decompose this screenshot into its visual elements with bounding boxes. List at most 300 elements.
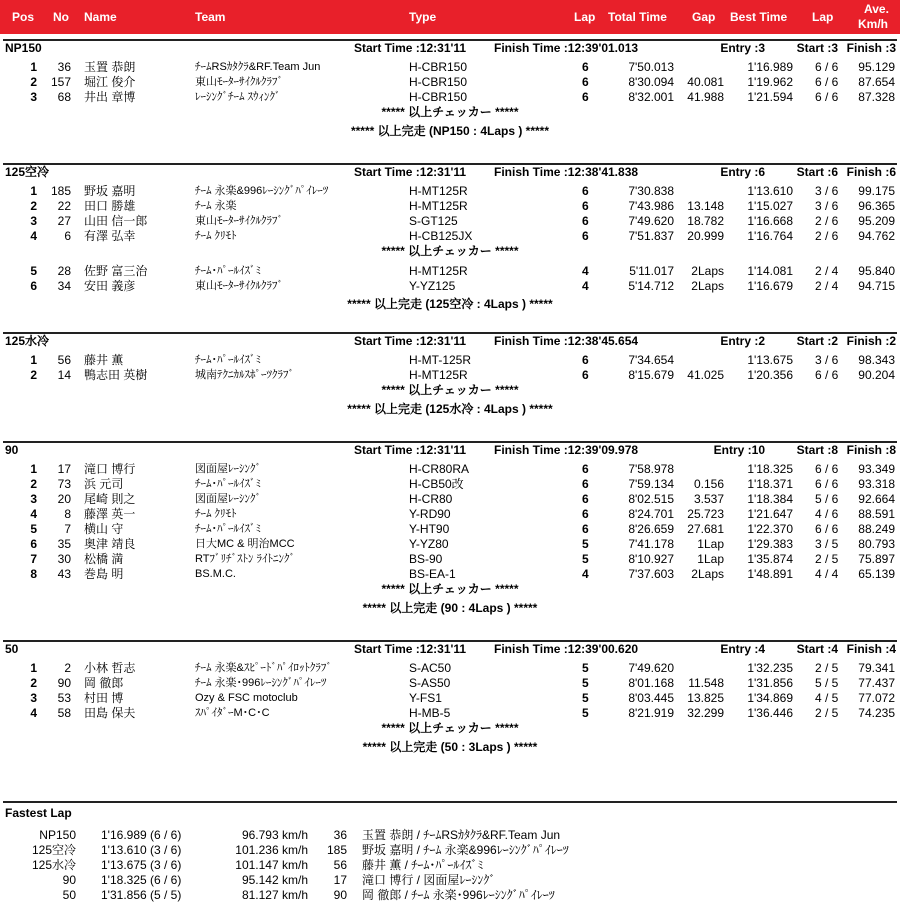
result-best-time: 1'31.856: [747, 676, 793, 690]
result-laps: 4: [582, 264, 589, 278]
fastest-lap-rider: 岡 徹郎 / ﾁｰﾑ 永楽･996ﾚｰｼﾝｸﾞﾊﾟｲﾚｰﾂ: [362, 888, 555, 902]
fastest-lap-speed: 96.793 km/h: [241, 828, 308, 842]
section-class-name: NP150: [5, 41, 42, 55]
result-rider-name: 松橋 満: [84, 552, 124, 566]
result-total-time: 8'32.001: [628, 90, 674, 104]
result-number: 2: [64, 661, 71, 675]
result-team: ﾁｰﾑ･ﾊﾟｰﾙｲｽﾞﾐ: [195, 354, 261, 366]
result-row: [0, 552, 900, 567]
result-row: [0, 214, 900, 229]
section-entry: Entry :4: [720, 642, 765, 656]
section-class-name: 50: [5, 642, 19, 656]
result-total-time: 8'03.445: [628, 691, 674, 705]
section-start-time: Start Time :12:31'11: [354, 443, 467, 457]
result-row: [0, 462, 900, 477]
result-machine-type: H-MT125R: [409, 368, 468, 382]
fastest-lap-rider: 藤井 薫 / ﾁｰﾑ･ﾊﾟｰﾙｲｽﾞﾐ: [362, 858, 484, 872]
section-header: [0, 40, 900, 56]
result-machine-type: Y-RD90: [409, 507, 451, 521]
result-pos: 1: [30, 661, 37, 675]
result-rider-name: 井出 章博: [84, 90, 136, 104]
result-rider-name: 奥津 靖良: [84, 537, 136, 551]
result-laps: 6: [582, 199, 589, 213]
result-pos: 2: [30, 477, 37, 491]
result-total-time: 8'15.679: [628, 368, 674, 382]
result-best-time: 1'35.874: [747, 552, 793, 566]
section-finish-time: Finish Time :12:39'09.978: [494, 443, 639, 457]
section-finish-time: Finish Time :12:39'01.013: [494, 41, 639, 55]
result-machine-type: H-MT125R: [409, 199, 468, 213]
fastest-lap-time: 1'16.989 (6 / 6): [101, 828, 182, 842]
result-gap: 1Lap: [697, 537, 724, 551]
result-pos: 1: [30, 353, 37, 367]
section-finish-time: Finish Time :12:38'45.654: [494, 334, 639, 348]
result-rider-name: 有澤 弘幸: [84, 229, 136, 243]
result-laps: 6: [582, 60, 589, 74]
completion-note: ***** 以上完走 (125空冷 : 4Laps ) *****: [347, 297, 553, 311]
result-laps: 6: [582, 353, 589, 367]
section-header: [0, 333, 900, 349]
result-pos: 1: [30, 60, 37, 74]
result-average-speed: 74.235: [858, 706, 895, 720]
result-rider-name: 田島 保夫: [84, 706, 136, 720]
col-ave-unit: Km/h: [858, 17, 888, 31]
result-laps: 6: [582, 368, 589, 382]
result-laps: 6: [582, 184, 589, 198]
result-laps: 5: [582, 676, 589, 690]
result-best-time: 1'14.081: [747, 264, 793, 278]
result-number: 157: [50, 75, 71, 89]
result-best-time: 1'18.371: [747, 477, 793, 491]
result-gap: 11.548: [688, 676, 724, 690]
result-best-time: 1'16.764: [747, 229, 793, 243]
result-machine-type: H-CBR150: [409, 60, 468, 74]
result-total-time: 8'10.927: [628, 552, 674, 566]
col-gap: Gap: [692, 10, 716, 24]
result-team: ﾁｰﾑ 永楽･996ﾚｰｼﾝｸﾞﾊﾟｲﾚｰﾂ: [195, 677, 327, 689]
result-pos: 2: [30, 368, 37, 382]
result-gap: 20.999: [687, 229, 724, 243]
result-number: 35: [57, 537, 71, 551]
result-team: ﾁｰﾑ･ﾊﾟｰﾙｲｽﾞﾐ: [195, 523, 261, 535]
col-team: Team: [195, 10, 226, 24]
result-best-time: 1'19.962: [747, 75, 793, 89]
result-number: 43: [57, 567, 71, 581]
col-type: Type: [409, 10, 437, 24]
result-best-lap: 6 / 6: [815, 90, 839, 104]
section-start-time: Start Time :12:31'11: [354, 165, 467, 179]
result-row: [0, 184, 900, 199]
result-total-time: 7'37.603: [628, 567, 674, 581]
col-name: Name: [84, 10, 117, 24]
fastest-lap-class: 125水冷: [31, 858, 76, 872]
result-number: 56: [57, 353, 71, 367]
result-best-lap: 2 / 4: [815, 264, 839, 278]
result-average-speed: 95.129: [858, 60, 895, 74]
section-class-name: 125水冷: [5, 334, 50, 348]
result-average-speed: 94.715: [858, 279, 895, 293]
result-best-lap: 4 / 5: [815, 691, 839, 705]
result-gap: 1Lap: [697, 552, 724, 566]
section-finish-count: Finish :4: [846, 642, 896, 656]
result-pos: 7: [30, 552, 37, 566]
result-best-lap: 6 / 6: [815, 75, 839, 89]
result-total-time: 5'11.017: [629, 264, 674, 278]
result-laps: 6: [582, 522, 589, 536]
result-best-time: 1'21.594: [747, 90, 793, 104]
result-best-lap: 6 / 6: [815, 477, 839, 491]
result-best-lap: 6 / 6: [815, 522, 839, 536]
result-team: 城南ﾃｸﾆｶﾙｽﾎﾟｰﾂｸﾗﾌﾞ: [195, 369, 294, 381]
result-rider-name: 鴨志田 英樹: [84, 368, 148, 382]
result-machine-type: H-MB-5: [409, 706, 451, 720]
result-best-lap: 2 / 6: [815, 229, 839, 243]
result-laps: 6: [582, 214, 589, 228]
result-best-time: 1'18.325: [747, 462, 793, 476]
result-best-lap: 4 / 6: [815, 507, 839, 521]
result-row: [0, 567, 900, 582]
result-number: 90: [57, 676, 71, 690]
result-total-time: 7'43.986: [628, 199, 674, 213]
fastest-lap-row: [0, 828, 900, 843]
result-average-speed: 99.175: [858, 184, 895, 198]
result-best-time: 1'48.891: [747, 567, 793, 581]
section-header: [0, 442, 900, 458]
result-best-lap: 3 / 6: [815, 199, 839, 213]
result-gap: 13.825: [687, 691, 724, 705]
fastest-lap-class: 125空冷: [31, 843, 76, 857]
result-machine-type: Y-HT90: [409, 522, 450, 536]
result-machine-type: Y-FS1: [409, 691, 442, 705]
result-machine-type: H-CB125JX: [409, 229, 473, 243]
result-gap: 18.782: [687, 214, 724, 228]
result-total-time: 7'49.620: [628, 661, 674, 675]
fastest-lap-row: [0, 873, 900, 888]
result-gap: 32.299: [687, 706, 724, 720]
fastest-lap-speed: 101.236 km/h: [235, 843, 308, 857]
checker-flag-note: ***** 以上チェッカー *****: [381, 721, 519, 735]
result-number: 185: [50, 184, 71, 198]
result-machine-type: Y-YZ125: [409, 279, 456, 293]
result-laps: 5: [582, 706, 589, 720]
result-number: 53: [57, 691, 71, 705]
result-best-time: 1'16.989: [747, 60, 793, 74]
result-pos: 2: [30, 199, 37, 213]
result-team: ﾁｰﾑ 永楽: [195, 200, 237, 212]
col-total-time: Total Time: [608, 10, 667, 24]
result-number: 28: [57, 264, 71, 278]
result-machine-type: S-AS50: [409, 676, 451, 690]
result-average-speed: 93.318: [858, 477, 895, 491]
result-pos: 3: [30, 492, 37, 506]
result-number: 14: [57, 368, 71, 382]
result-laps: 5: [582, 552, 589, 566]
section-start-count: Start :6: [796, 165, 838, 179]
result-best-lap: 2 / 5: [815, 661, 839, 675]
result-best-lap: 6 / 6: [815, 462, 839, 476]
result-best-time: 1'36.446: [747, 706, 793, 720]
result-machine-type: H-CBR150: [409, 75, 468, 89]
fastest-lap-row: [0, 843, 900, 858]
result-laps: 4: [582, 279, 589, 293]
result-gap: 41.025: [687, 368, 724, 382]
result-total-time: 8'26.659: [628, 522, 674, 536]
result-total-time: 8'30.094: [628, 75, 674, 89]
fastest-lap-number: 56: [333, 858, 347, 872]
result-machine-type: BS-EA-1: [409, 567, 456, 581]
section-header: [0, 641, 900, 657]
result-rider-name: 浜 元司: [84, 477, 124, 491]
result-laps: 4: [582, 567, 589, 581]
result-laps: 6: [582, 229, 589, 243]
result-rider-name: 安田 義彦: [84, 279, 136, 293]
fastest-lap-class: 90: [62, 873, 76, 887]
result-number: 20: [57, 492, 71, 506]
result-best-lap: 2 / 5: [815, 552, 839, 566]
result-rider-name: 野坂 嘉明: [84, 184, 136, 198]
section-class-name: 125空冷: [5, 165, 50, 179]
result-team: ｽﾊﾟｲﾀﾞｰM･C･C: [195, 707, 270, 719]
result-average-speed: 95.840: [858, 264, 895, 278]
result-best-time: 1'13.675: [747, 353, 793, 367]
result-best-lap: 2 / 4: [815, 279, 839, 293]
completion-note: ***** 以上完走 (NP150 : 4Laps ) *****: [350, 124, 550, 138]
result-laps: 5: [582, 661, 589, 675]
checker-flag-note: ***** 以上チェッカー *****: [381, 105, 519, 119]
result-rider-name: 村田 博: [84, 691, 124, 705]
section-start-time: Start Time :12:31'11: [354, 642, 467, 656]
result-pos: 6: [30, 537, 37, 551]
result-row: [0, 691, 900, 706]
result-machine-type: Y-YZ80: [409, 537, 449, 551]
result-number: 7: [64, 522, 71, 536]
result-team: Ozy & FSC motoclub: [195, 692, 298, 704]
section-entry: Entry :2: [720, 334, 765, 348]
result-average-speed: 90.204: [858, 368, 895, 382]
result-average-speed: 87.654: [858, 75, 895, 89]
col-ave: Ave.: [864, 2, 889, 16]
result-team: ﾁｰﾑ･ﾊﾟｰﾙｲｽﾞﾐ: [195, 265, 261, 277]
result-best-time: 1'20.356: [747, 368, 793, 382]
result-row: [0, 492, 900, 507]
result-number: 73: [57, 477, 71, 491]
result-laps: 6: [582, 75, 589, 89]
section-entry: Entry :3: [720, 41, 765, 55]
result-best-time: 1'22.370: [747, 522, 793, 536]
result-pos: 3: [30, 214, 37, 228]
result-pos: 3: [30, 691, 37, 705]
fastest-lap-divider: [3, 801, 897, 803]
result-number: 36: [57, 60, 71, 74]
fastest-lap-class: NP150: [39, 828, 76, 842]
result-number: 58: [57, 706, 71, 720]
col-lap: Lap: [574, 10, 596, 24]
fastest-lap-header: [0, 805, 900, 821]
result-gap: 3.537: [693, 492, 724, 506]
fastest-lap-number: 90: [333, 888, 347, 902]
result-best-lap: 2 / 6: [815, 214, 839, 228]
result-row: [0, 353, 900, 368]
fastest-lap-title: Fastest Lap: [5, 806, 72, 820]
fastest-lap-number: 185: [326, 843, 347, 857]
result-machine-type: H-CR80: [409, 492, 453, 506]
result-machine-type: BS-90: [409, 552, 443, 566]
result-row: [0, 199, 900, 214]
result-team: 図面屋ﾚｰｼﾝｸﾞ: [195, 463, 261, 475]
result-row: [0, 477, 900, 492]
result-rider-name: 巻島 明: [84, 567, 124, 581]
result-pos: 4: [30, 507, 37, 521]
fastest-lap-speed: 81.127 km/h: [241, 888, 308, 902]
fastest-lap-number: 17: [333, 873, 347, 887]
result-pos: 3: [30, 90, 37, 104]
result-machine-type: H-MT-125R: [409, 353, 472, 367]
result-total-time: 7'41.178: [628, 537, 674, 551]
result-gap: 40.081: [687, 75, 724, 89]
completion-note: ***** 以上完走 (90 : 4Laps ) *****: [362, 601, 538, 615]
result-best-time: 1'16.679: [747, 279, 793, 293]
result-average-speed: 96.365: [858, 199, 895, 213]
result-team: ﾚｰｼﾝｸﾞﾁｰﾑ ｽｳｨﾝｸﾞ: [195, 91, 281, 103]
result-row: [0, 75, 900, 90]
result-total-time: 8'24.701: [628, 507, 674, 521]
fastest-lap-class: 50: [62, 888, 76, 902]
col-best-lap: Lap: [812, 10, 834, 24]
result-pos: 8: [30, 567, 37, 581]
result-number: 68: [57, 90, 71, 104]
result-number: 8: [64, 507, 71, 521]
result-total-time: 7'34.654: [628, 353, 674, 367]
result-total-time: 8'01.168: [628, 676, 674, 690]
result-rider-name: 岡 徹郎: [84, 676, 124, 690]
result-average-speed: 87.328: [858, 90, 895, 104]
result-machine-type: S-GT125: [409, 214, 458, 228]
result-best-lap: 3 / 6: [815, 353, 839, 367]
result-rider-name: 山田 信一郎: [84, 214, 148, 228]
result-pos: 6: [30, 279, 37, 293]
result-laps: 6: [582, 492, 589, 506]
checker-flag-note: ***** 以上チェッカー *****: [381, 383, 519, 397]
section-finish-count: Finish :3: [846, 41, 896, 55]
result-machine-type: H-MT125R: [409, 184, 468, 198]
result-rider-name: 玉置 恭朗: [84, 60, 136, 74]
section-finish-count: Finish :2: [846, 334, 896, 348]
section-finish-time: Finish Time :12:38'41.838: [494, 165, 639, 179]
result-team: RTﾌﾞﾘﾁﾞｽﾄﾝ ﾗｲﾄﾆﾝｸﾞ: [195, 553, 296, 565]
result-pos: 2: [30, 75, 37, 89]
result-best-time: 1'18.384: [747, 492, 793, 506]
result-pos: 4: [30, 706, 37, 720]
result-machine-type: H-CR80RA: [409, 462, 470, 476]
result-number: 34: [57, 279, 71, 293]
result-row: [0, 90, 900, 105]
section-start-count: Start :2: [796, 334, 838, 348]
fastest-lap-speed: 95.142 km/h: [241, 873, 308, 887]
result-row: [0, 507, 900, 522]
result-average-speed: 95.209: [858, 214, 895, 228]
result-team: 東山ﾓｰﾀｰｻｲｸﾙｸﾗﾌﾞ: [195, 76, 283, 88]
result-pos: 1: [30, 184, 37, 198]
result-rider-name: 藤澤 英一: [84, 507, 136, 521]
result-team: ﾁｰﾑRSｶﾀｸﾗ&RF.Team Jun: [195, 61, 321, 73]
result-pos: 1: [30, 462, 37, 476]
result-average-speed: 75.897: [858, 552, 895, 566]
result-team: ﾁｰﾑ ｸﾘﾓﾄ: [195, 508, 237, 520]
result-rider-name: 佐野 富三治: [84, 264, 148, 278]
result-row: [0, 661, 900, 676]
result-best-time: 1'16.668: [747, 214, 793, 228]
result-laps: 5: [582, 537, 589, 551]
result-average-speed: 93.349: [858, 462, 895, 476]
result-row: [0, 368, 900, 383]
col-pos: Pos: [12, 10, 35, 24]
section-finish-count: Finish :6: [846, 165, 896, 179]
result-total-time: 8'02.515: [628, 492, 674, 506]
result-pos: 5: [30, 264, 37, 278]
result-best-lap: 6 / 6: [815, 368, 839, 382]
section-class-name: 90: [5, 443, 19, 457]
result-average-speed: 65.139: [858, 567, 895, 581]
col-no: No: [53, 10, 69, 24]
section-start-count: Start :4: [796, 642, 838, 656]
results-header: [0, 0, 900, 34]
fastest-lap-time: 1'13.610 (3 / 6): [101, 843, 182, 857]
section-start-count: Start :8: [796, 443, 838, 457]
result-gap: 13.148: [687, 199, 724, 213]
result-number: 22: [57, 199, 71, 213]
result-rider-name: 横山 守: [84, 522, 124, 536]
result-rider-name: 尾崎 則之: [84, 492, 136, 506]
col-best-time: Best Time: [730, 10, 788, 24]
result-row: [0, 279, 900, 294]
section-header: [0, 164, 900, 180]
section-finish-time: Finish Time :12:39'00.620: [494, 642, 639, 656]
section-entry: Entry :10: [713, 443, 765, 457]
fastest-lap-rider: 滝口 博行 / 図面屋ﾚｰｼﾝｸﾞ: [362, 873, 496, 887]
result-team: 東山ﾓｰﾀｰｻｲｸﾙｸﾗﾌﾞ: [195, 280, 283, 292]
result-best-time: 1'29.383: [747, 537, 793, 551]
fastest-lap-row: [0, 858, 900, 873]
result-best-lap: 2 / 5: [815, 706, 839, 720]
result-total-time: 7'30.838: [628, 184, 674, 198]
result-rider-name: 小林 哲志: [84, 661, 136, 675]
result-laps: 5: [582, 691, 589, 705]
result-gap: 2Laps: [691, 279, 724, 293]
result-average-speed: 94.762: [858, 229, 895, 243]
result-best-time: 1'15.027: [747, 199, 793, 213]
section-start-time: Start Time :12:31'11: [354, 334, 467, 348]
result-total-time: 7'50.013: [628, 60, 674, 74]
result-best-lap: 5 / 6: [815, 492, 839, 506]
result-best-time: 1'13.610: [747, 184, 793, 198]
result-row: [0, 522, 900, 537]
result-number: 17: [57, 462, 71, 476]
result-total-time: 7'59.134: [628, 477, 674, 491]
result-gap: 27.681: [687, 522, 724, 536]
result-gap: 2Laps: [691, 264, 724, 278]
completion-note: ***** 以上完走 (50 : 3Laps ) *****: [362, 740, 538, 754]
section-finish-count: Finish :8: [846, 443, 896, 457]
result-average-speed: 88.591: [858, 507, 895, 521]
result-total-time: 8'21.919: [628, 706, 674, 720]
fastest-lap-row: [0, 888, 900, 903]
result-average-speed: 80.793: [858, 537, 895, 551]
result-gap: 2Laps: [691, 567, 724, 581]
section-start-time: Start Time :12:31'11: [354, 41, 467, 55]
result-team: 図面屋ﾚｰｼﾝｸﾞ: [195, 493, 261, 505]
result-total-time: 7'58.978: [628, 462, 674, 476]
result-total-time: 7'49.620: [628, 214, 674, 228]
